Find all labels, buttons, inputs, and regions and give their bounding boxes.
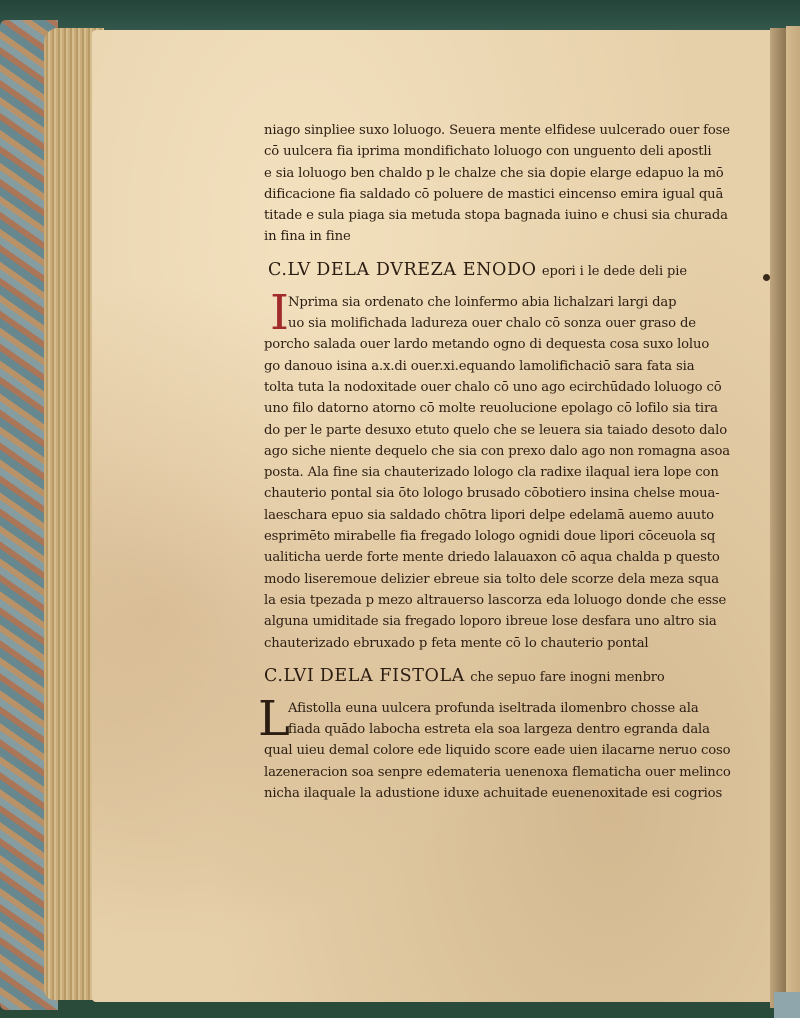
text-line: fiada quādo labocha estreta ela soa largeza dentro egranda dala: [288, 722, 710, 738]
chapter-number: C.LVI: [264, 665, 315, 686]
chapter-subtitle: epori i le dede deli pie: [541, 263, 687, 279]
text-line: lazeneracion soa senpre edemateria uenenoxa flematicha ouer melinco: [264, 764, 731, 780]
text-line: niago sinpliee suxo loluogo. Seuera mente elfidese uulcerado ouer fose: [264, 123, 730, 138]
text-line: uno filo datorno atorno cō molte reuolucione epolago cō lofilo sia tira: [264, 401, 718, 417]
text-line: go danouo isina a.x.di ouer.xi.equando lamolifichaciō sara fata sia: [264, 358, 695, 374]
book-gutter: [770, 28, 786, 1008]
text-line: in fina in fine: [264, 229, 351, 245]
text-line: do per le parte desuxo etuto quelo che se leuera sia taiado desoto dalo: [264, 422, 727, 438]
chapter-55-body: [264, 284, 731, 654]
text-block: [258, 120, 731, 804]
text-line: Afistolla euna uulcera profunda iseltrada ilomenbro chosse ala: [288, 700, 699, 716]
text-line: cō uulcera fia iprima mondifichato loluogo con unguento deli apostli: [264, 144, 712, 160]
text-line: Nprima sia ordenato che loinfermo abia lichalzari largi dap: [288, 294, 677, 310]
rubricated-initial: I: [270, 284, 289, 341]
background-top: [0, 0, 800, 30]
chapter-title: DELA DVREZA ENODO: [316, 259, 537, 280]
text-line: ualiticha uerde forte mente driedo lalauaxon cō aqua chalda p questo: [264, 550, 720, 566]
text-line: porcho salada ouer lardo metando ogno di dequesta cosa suxo loluo: [264, 337, 710, 353]
text-line: modo liseremoue delizier ebreue sia tolto dele scorze dela meza squa: [264, 571, 719, 587]
text-line: esprimēto mirabelle fia fregado lologo ognidi doue lipori cōceuola sq: [264, 529, 716, 545]
text-line: uo sia molifichada ladureza ouer chalo cō sonza ouer graso de: [288, 316, 696, 332]
text-line: alguna umiditade sia fregado loporo ibreue lose desfara uno altro sia: [264, 614, 717, 630]
text-line: e sia loluogo ben chaldo p le chalze che sia dopie elarge edapuo la mō: [264, 165, 724, 181]
text-line: chauterizado ebruxado p feta mente cō lo chauterio pontal: [264, 635, 649, 651]
chapter-heading-56: [264, 664, 714, 690]
text-line: posta. Ala fine sia chauterizado lologo cla radixe ilaqual iera lope con: [264, 465, 719, 481]
opening-paragraph: [264, 120, 730, 248]
cover-corner: [774, 992, 800, 1018]
chapter-56-body: [258, 690, 731, 804]
text-line: titade e sula piaga sia metuda stopa bagnada iuino e chusi sia churada: [264, 208, 728, 224]
text-line: dificacione fia saldado cō poluere de mastici eincenso emira igual quā: [264, 186, 724, 202]
chapter-subtitle: che sepuo fare inogni menbro: [470, 669, 665, 685]
text-line: qual uieu demal colore ede liquido score eade uien ilacarne neruo coso: [264, 743, 731, 759]
paper-hole: [763, 274, 770, 281]
text-line: chauterio pontal sia ōto lologo brusado cōbotiero insina chelse moua-: [264, 486, 720, 502]
chapter-heading-55: [268, 258, 714, 284]
text-line: la esia tpezada p mezo altrauerso lascorza eda loluogo donde che esse: [264, 592, 727, 608]
text-line: ago siche niente dequelo che sia con prexo dalo ago non romagna asoa: [264, 443, 731, 459]
facing-page-edge: [786, 26, 800, 1018]
text-line: laeschara epuo sia saldado chōtra lipori delpe edelamā auemo auuto: [264, 507, 714, 523]
chapter-number: C.LV: [268, 259, 311, 280]
chapter-title: DELA FISTOLA: [319, 665, 465, 686]
decorated-initial: L: [258, 690, 290, 747]
text-line: tolta tuta la nodoxitade ouer chalo cō uno ago ecirchūdado loluogo cō: [264, 379, 722, 395]
text-line: nicha ilaquale la adustione iduxe achuitade euenenoxitade esi cogrios: [264, 786, 723, 802]
